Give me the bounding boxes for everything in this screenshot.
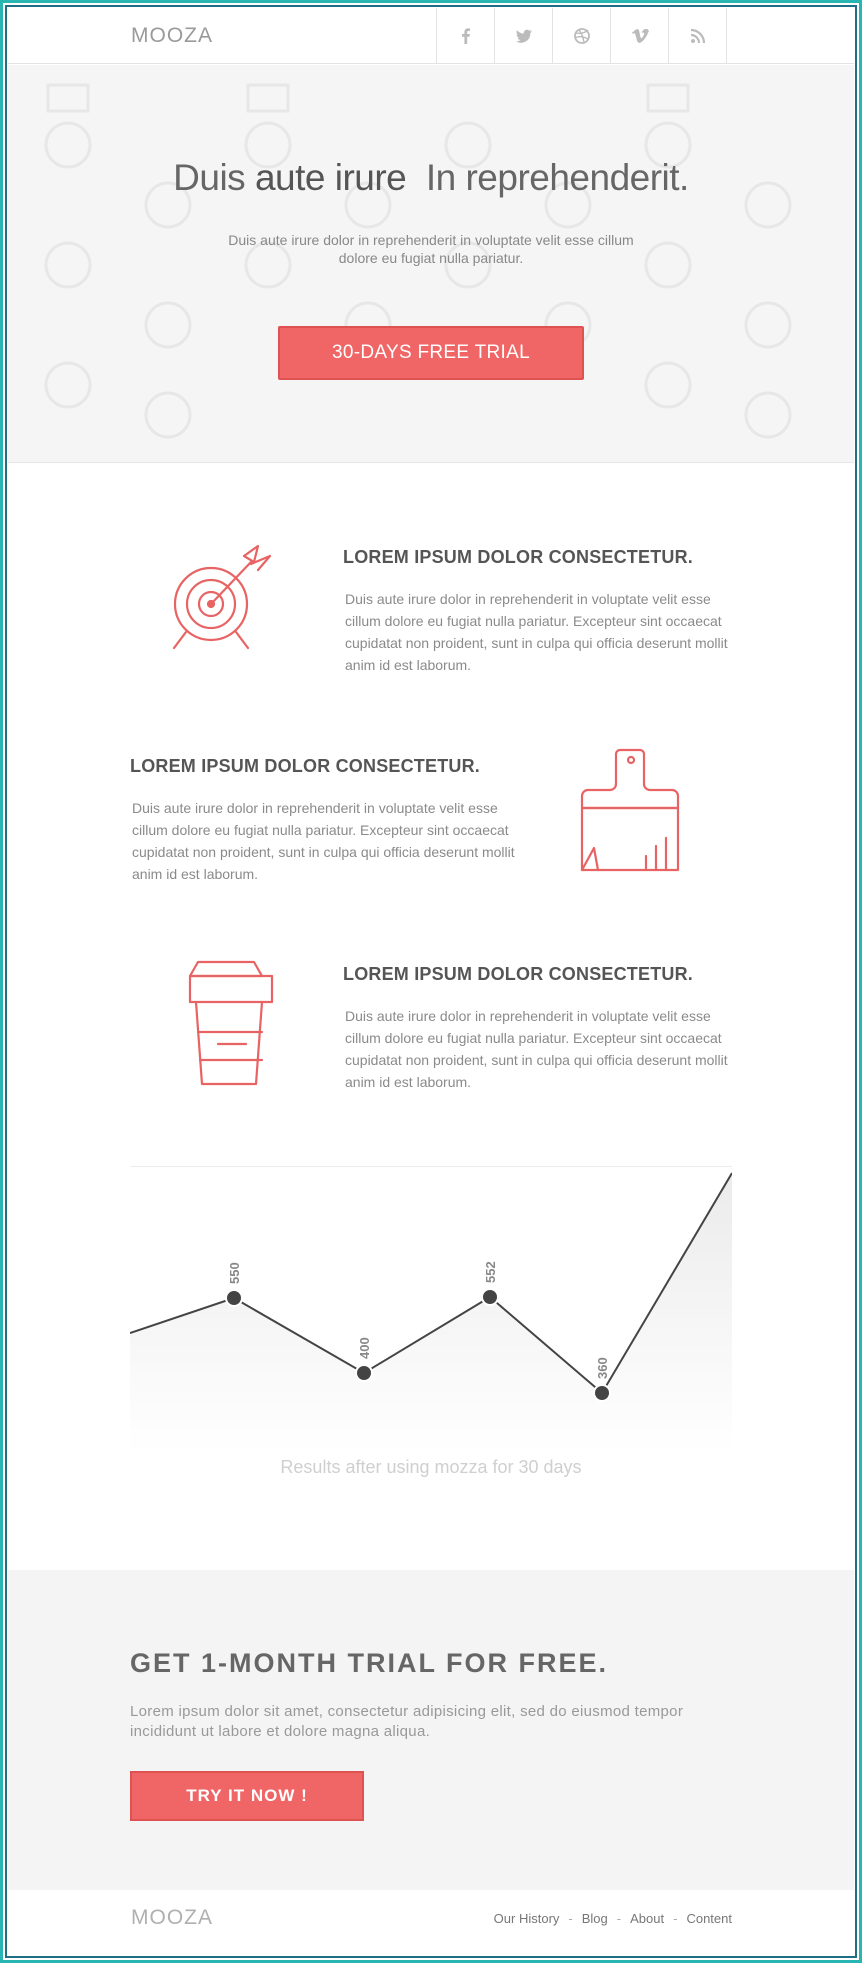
email-page xyxy=(8,8,854,1955)
chart-point xyxy=(226,1290,242,1306)
chart-data-label: 550 xyxy=(227,1262,242,1284)
hero-title-bold: aute irure xyxy=(254,157,407,198)
feature-3-text: Duis aute irure dolor in reprehenderit in voluptate velit esse cillum dolore eu fugiat nulla pariatur. Excepteur sint occaecat cupidatat non proident, sunt in culpa qui officia deserunt mollit anim id est laborum. xyxy=(345,1008,728,1090)
coffee-cup-icon xyxy=(180,958,280,1095)
chart-point xyxy=(482,1289,498,1305)
footer-link-about[interactable]: About xyxy=(630,1911,665,1926)
footer-separator: - xyxy=(673,1911,678,1926)
try-it-now-button[interactable]: TRY IT NOW ! xyxy=(130,1771,364,1821)
chart-area xyxy=(130,1173,732,1453)
chart-data-label: 400 xyxy=(357,1337,372,1359)
footer-link-blog[interactable]: Blog xyxy=(581,1911,608,1926)
chart-data-label: 552 xyxy=(483,1261,498,1283)
cta-title: GET 1-MONTH TRIAL FOR FREE. xyxy=(130,1648,608,1678)
feature-1-text: Duis aute irure dolor in reprehenderit in voluptate velit esse cillum dolore eu fugiat nulla pariatur. Excepteur sint occaecat cupidatat non proident, sunt in culpa qui officia deserunt mollit anim id est laborum. xyxy=(345,591,728,673)
footer-link-our-history[interactable]: Our History xyxy=(493,1911,560,1926)
vimeo-icon[interactable] xyxy=(611,8,669,64)
feature-3-title: LOREM IPSUM DOLOR CONSECTETUR. xyxy=(343,964,694,984)
feature-2-title: LOREM IPSUM DOLOR CONSECTETUR. xyxy=(130,756,481,776)
free-trial-button[interactable]: 30-DAYS FREE TRIAL xyxy=(278,326,584,380)
chart-caption: Results after using mozza for 30 days xyxy=(280,1457,582,1477)
results-chart xyxy=(130,1168,732,1468)
feature-2-text: Duis aute irure dolor in reprehenderit in voluptate velit esse cillum dolore eu fugiat nulla pariatur. Excepteur sint occaecat cupidatat non proident, sunt in culpa qui officia deserunt mollit anim id est laborum. xyxy=(132,800,515,882)
hero-title-end: In reprehenderit. xyxy=(425,157,689,198)
feature-1-title: LOREM IPSUM DOLOR CONSECTETUR. xyxy=(343,547,694,567)
cta-section xyxy=(8,1570,854,1890)
cta-text: Lorem ipsum dolor sit amet, consectetur adipisicing elit, sed do eiusmod tempor incididunt ut labore et dolore magna aliqua. xyxy=(130,1703,684,1740)
social-links xyxy=(436,8,727,64)
paintbrush-icon xyxy=(576,746,686,883)
chart-data-label: 360 xyxy=(595,1357,610,1379)
hero-section xyxy=(8,65,854,463)
facebook-icon[interactable] xyxy=(437,8,495,64)
chart-point xyxy=(356,1365,372,1381)
top-bar xyxy=(8,8,854,64)
twitter-icon[interactable] xyxy=(495,8,553,64)
footer-separator: - xyxy=(568,1911,573,1926)
target-icon xyxy=(166,532,278,663)
footer-separator: - xyxy=(616,1911,622,1926)
dribbble-icon[interactable] xyxy=(553,8,611,64)
chart-point xyxy=(594,1385,610,1401)
footer-nav xyxy=(494,1911,732,1926)
footer xyxy=(8,1890,854,1955)
rss-icon[interactable] xyxy=(669,8,727,64)
hero-title xyxy=(8,157,854,199)
footer-link-content[interactable]: Content xyxy=(686,1911,732,1926)
footer-logo[interactable]: MOOZA xyxy=(131,1906,213,1929)
hero-subtitle: Duis aute irure dolor in reprehenderit in voluptate velit esse cillum dolore eu fugiat nulla pariatur. xyxy=(228,232,634,266)
hero-title-light: Duis xyxy=(173,157,246,198)
section-divider xyxy=(130,1166,732,1167)
logo[interactable]: MOOZA xyxy=(131,24,213,47)
